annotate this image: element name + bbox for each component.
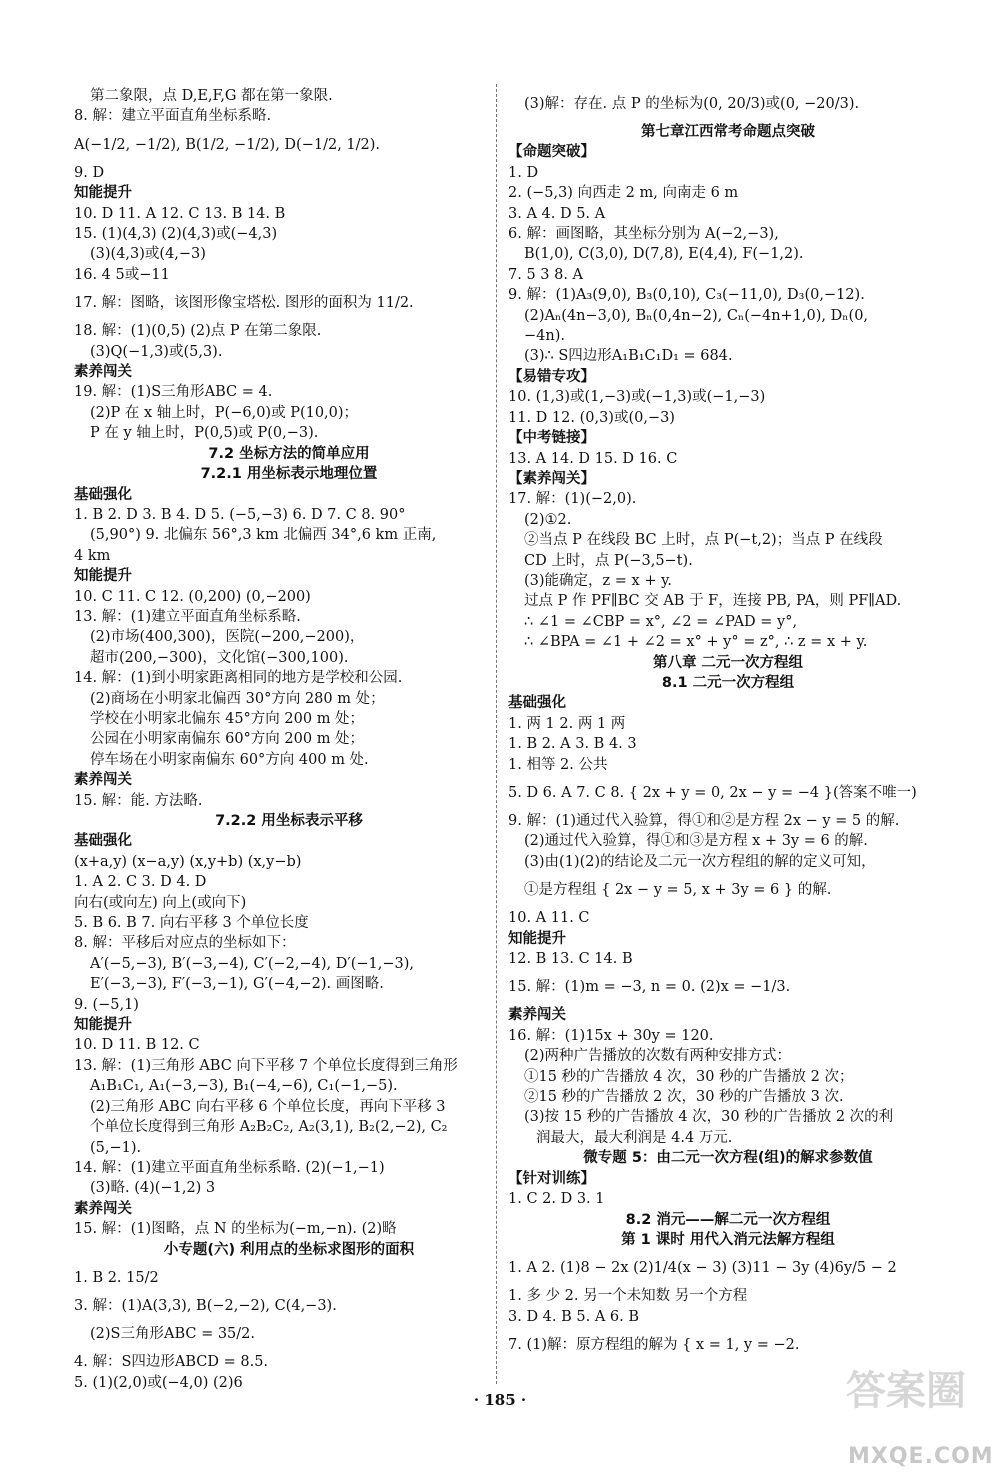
answer-line: 8. 解：建立平面直角坐标系略.: [74, 108, 272, 125]
answer-line: 10. D 11. A 12. C 13. B 14. B: [74, 205, 286, 222]
answer-line: (2)S三角形ABC = 35/2.: [90, 1326, 256, 1343]
answer-line: (5,90°) 9. 北偏东 56°,3 km 北偏西 34°,6 km 正南,: [90, 527, 437, 544]
section-heading: 基础强化: [508, 695, 566, 712]
answer-line: 1. 两 1 2. 两 1 两: [508, 715, 626, 732]
answer-line: ①是方程组 { 2x − y = 5, x + 3y = 6 } 的解.: [524, 882, 832, 899]
answer-line: 7. (1)解：原方程组的解为 { x = 1, y = −2.: [508, 1337, 800, 1354]
answer-line: (5,−1).: [90, 1139, 142, 1156]
section-heading: 【中考链接】: [508, 430, 595, 447]
answer-line: (2)Aₙ(4n−3,0), Bₙ(0,4n−2), Cₙ(−4n+1,0), Dₙ(0,: [524, 307, 869, 324]
answer-line: 17. 解：(1)(−2,0).: [508, 491, 637, 508]
answer-line: ①15 秒的广告播放 4 次，30 秒的广告播放 2 次；: [524, 1068, 854, 1085]
section-heading: 素养闯关: [74, 1200, 132, 1217]
answer-line: 13. A 14. D 15. D 16. C: [508, 450, 678, 467]
section-heading: 知能提升: [74, 1017, 132, 1034]
chapter-title: 8.1 二元一次方程组: [661, 674, 795, 691]
answer-line: 6. 解：画图略，其坐标分别为 A(−2,−3),: [508, 226, 779, 243]
section-heading: 知能提升: [74, 185, 132, 202]
answer-line: 1. B 2. A 3. B 4. 3: [508, 736, 637, 753]
chapter-title: 7.2.2 用坐标表示平移: [215, 813, 363, 829]
answer-line: B(1,0), C(3,0), D(7,8), E(4,4), F(−1,2).: [524, 246, 804, 263]
answer-line: 5. D 6. A 7. C 8. { 2x + y = 0, 2x − y = −4 }(答案不唯一): [508, 785, 917, 801]
answer-line: 14. 解：(1)建立平面直角坐标系略. (2)(−1,−1): [74, 1159, 385, 1176]
chapter-title: 微专题 5：由二元一次方程(组)的解求参数值: [583, 1150, 873, 1167]
answer-line: −4n).: [524, 328, 565, 345]
answer-line: 1. A 2. C 3. D 4. D: [74, 874, 207, 891]
answer-line: (3)Q(−1,3)或(5,3).: [90, 343, 223, 360]
answer-line: 学校在小明家北偏东 45°方向 200 m 处；: [90, 710, 365, 727]
answer-line: 15. 解：能. 方法略.: [74, 792, 203, 809]
answer-line: 13. 解：(1)建立平面直角坐标系略.: [74, 608, 301, 625]
answer-line: A₁B₁C₁, A₁(−3,−3), B₁(−4,−6), C₁(−1,−5).: [90, 1078, 398, 1095]
answer-line: ②当点 P 在线段 BC 上时，点 P(−t,2)；当点 P 在线段: [524, 532, 883, 549]
section-heading: 素养闯关: [74, 772, 132, 789]
chapter-title: 小专题(六) 利用点的坐标求图形的面积: [163, 1241, 415, 1258]
chapter-title: 第七章江西常考命题点突破: [641, 124, 815, 140]
answer-line: 1. 相等 2. 公共: [508, 756, 608, 773]
answer-line: 19. 解：(1)S三角形ABC = 4.: [74, 384, 273, 401]
answer-line: (2)市场(400,300)，医院(−200,−200)，: [90, 629, 365, 646]
chapter-title: 8.2 消元——解二元一次方程组: [625, 1211, 831, 1228]
answer-line: 15. 解：(1)图略，点 N 的坐标为(−m,−n). (2)略: [74, 1221, 397, 1238]
answer-line: 10. C 11. C 12. (0,200) (0,−200): [74, 588, 311, 605]
answer-line: ②15 秒的广告播放 2 次，30 秒的广告播放 3 次.: [524, 1089, 844, 1106]
chapter-title: 第 1 课时 用代入消元法解方程组: [621, 1231, 835, 1248]
answer-line: 9. D: [74, 164, 105, 181]
answer-line: 3. D 4. B 5. A 6. B: [508, 1308, 640, 1325]
answer-line: 停车场在小明家南偏东 60°方向 400 m 处.: [90, 751, 369, 768]
answer-line: 1. 多 少 2. 另一个未知数 另一个方程: [508, 1288, 748, 1305]
section-heading: 基础强化: [74, 833, 132, 850]
answer-line: 1. B 2. D 3. B 4. D 5. (−5,−3) 6. D 7. C 8. 90°: [74, 506, 406, 523]
right-column: [508, 86, 948, 1363]
answer-line: (2)商场在小明家北偏西 30°方向 280 m 处；: [90, 690, 385, 707]
answer-line: 18. 解：(1)(0,5) (2)点 P 在第二象限.: [74, 323, 322, 340]
answer-line: 3. 解：(1)A(3,3), B(−2,−2), C(4,−3).: [74, 1297, 337, 1314]
answer-line: (3)能确定，z = x + y.: [524, 572, 672, 589]
column-divider: [496, 84, 497, 1384]
answer-line: (3)由(1)(2)的结论及二元一次方程组的解的定义可知，: [524, 853, 876, 870]
section-heading: 【素养闯关】: [508, 470, 595, 487]
section-heading: 素养闯关: [508, 1007, 566, 1024]
answer-line: (2)P 在 x 轴上时，P(−6,0)或 P(10,0)；: [90, 404, 359, 421]
watermark-chars: 答案圈: [846, 1368, 966, 1414]
answer-line: (3)略. (4)(−1,2) 3: [90, 1180, 216, 1197]
section-heading: 基础强化: [74, 486, 132, 503]
answer-line: 1. A 2. (1)8 − 2x (2)1/4(x − 3) (3)11 − 3y (4)6y/5 − 2: [508, 1260, 897, 1277]
section-heading: 【针对训练】: [508, 1170, 595, 1187]
answer-line: 9. (−5,1): [74, 996, 139, 1013]
answer-line: 第二象限，点 D,E,F,G 都在第一象限.: [90, 88, 333, 104]
answer-line: (2)通过代入验算，得①和③是方程 x + 3y = 6 的解.: [524, 833, 868, 850]
answer-line: P 在 y 轴上时，P(0,5)或 P(0,−3).: [90, 425, 319, 442]
answer-line: 1. B 2. 15/2: [74, 1269, 159, 1286]
chapter-title: 7.2 坐标方法的简单应用: [208, 445, 370, 462]
answer-line: 润最大，最大利润是 4.4 万元.: [536, 1129, 733, 1146]
chapter-title: 7.2.1 用坐标表示地理位置: [200, 466, 378, 483]
answer-line: A′(−5,−3), B′(−3,−4), C′(−2,−4), D′(−1,−3),: [90, 955, 414, 972]
answer-line: (3)按 15 秒的广告播放 4 次，30 秒的广告播放 2 次的利: [524, 1109, 894, 1126]
answer-line: 16. 4 5或−11: [74, 266, 170, 283]
answer-line: 15. (1)(4,3) (2)(4,3)或(−4,3): [74, 226, 278, 243]
answer-line: 9. 解：(1)A₃(9,0), B₃(0,10), C₃(−11,0), D₃(0,−12).: [508, 287, 865, 304]
answer-line: 公园在小明家南偏东 60°方向 200 m 处；: [90, 731, 365, 748]
answer-line: 向右(或向左) 向上(或向下): [74, 894, 247, 911]
answer-line: 10. A 11. C: [508, 910, 590, 927]
watermark-text: MXQE.COM: [848, 1443, 994, 1469]
answer-line: (3)(4,3)或(4,−3): [90, 246, 206, 263]
answer-line: 13. 解：(1)三角形 ABC 向下平移 7 个单位长度得到三角形: [74, 1057, 458, 1074]
answer-line: 10. (1,3)或(1,−3)或(−1,3)或(−1,−3): [508, 389, 766, 406]
answer-line: 5. B 6. B 7. 向右平移 3 个单位长度: [74, 915, 309, 932]
answer-line: 2. (−5,3) 向西走 2 m, 向南走 6 m: [508, 185, 739, 202]
section-heading: 【命题突破】: [508, 144, 595, 161]
answer-line: 1. D: [508, 164, 539, 181]
left-column: [74, 86, 504, 1393]
answer-line: 14. 解：(1)到小明家距离相同的地方是学校和公园.: [74, 670, 403, 687]
answer-line: 16. 解：(1)15x + 30y = 120.: [508, 1027, 714, 1044]
answer-line: (2)①2.: [524, 511, 572, 528]
answer-line: 5. (1)(2,0)或(−4,0) (2)6: [74, 1374, 243, 1391]
answer-line: E′(−3,−3), F′(−3,−1), G′(−4,−2). 画图略.: [90, 976, 384, 993]
section-heading: 【易错专攻】: [508, 368, 595, 385]
answer-line: 4. 解：S四边形ABCD = 8.5.: [74, 1354, 269, 1371]
section-heading: 素养闯关: [74, 364, 132, 381]
answer-line: 15. 解：(1)m = −3, n = 0. (2)x = −1/3.: [508, 979, 791, 996]
page-number: · 185 ·: [473, 1391, 527, 1409]
answer-line: 10. D 11. B 12. C: [74, 1037, 200, 1054]
answer-line: 7. 5 3 8. A: [508, 266, 584, 283]
answer-line: (3)解：存在. 点 P 的坐标为(0, 20/3)或(0, −20/3).: [524, 96, 860, 112]
answer-line: 个单位长度得到三角形 A₂B₂C₂, A₂(3,1), B₂(2,−2), C₂: [90, 1119, 448, 1136]
answer-line: 8. 解：平移后对应点的坐标如下：: [74, 935, 296, 952]
watermark-logo: [840, 1368, 994, 1469]
answer-line: (2)三角形 ABC 向右平移 6 个单位长度，再向下平移 3: [90, 1098, 446, 1115]
answer-line: 超市(200,−300)，文化馆(−300,100).: [90, 649, 349, 666]
answer-line: CD 上时，点 P(−3,5−t).: [524, 552, 693, 569]
answer-line: 9. 解：(1)通过代入验算，得①和②是方程 2x − y = 5 的解.: [508, 813, 900, 829]
section-heading: 知能提升: [74, 568, 132, 585]
answer-line: 12. B 13. C 14. B: [508, 951, 633, 968]
answer-line: 17. 解：图略，该图形像宝塔松. 图形的面积为 11/2.: [74, 295, 414, 312]
answer-line: 过点 P 作 PF∥BC 交 AB 于 F，连接 PB, PA，则 PF∥AD.: [524, 593, 902, 610]
chapter-title: 第八章 二元一次方程组: [652, 654, 804, 671]
answer-line: 11. D 12. (0,3)或(0,−3): [508, 409, 675, 426]
answer-line: ∴ ∠1 = ∠CBP = x°, ∠2 = ∠PAD = y°,: [524, 613, 798, 630]
answer-line: (3)∴ S四边形A₁B₁C₁D₁ = 684.: [524, 348, 733, 365]
answer-line: 1. C 2. D 3. 1: [508, 1191, 605, 1208]
answer-line: A(−1/2, −1/2), B(1/2, −1/2), D(−1/2, 1/2).: [74, 136, 381, 153]
section-heading: 知能提升: [508, 930, 566, 947]
answer-line: 3. A 4. D 5. A: [508, 205, 606, 222]
answer-line: (x+a,y) (x−a,y) (x,y+b) (x,y−b): [74, 853, 302, 870]
answer-line: (2)两种广告播放的次数有两种安排方式：: [524, 1048, 792, 1065]
answer-line: ∴ ∠BPA = ∠1 + ∠2 = x° + y° = z°, ∴ z = x + y.: [524, 634, 868, 651]
answer-line: 4 km: [74, 547, 111, 564]
